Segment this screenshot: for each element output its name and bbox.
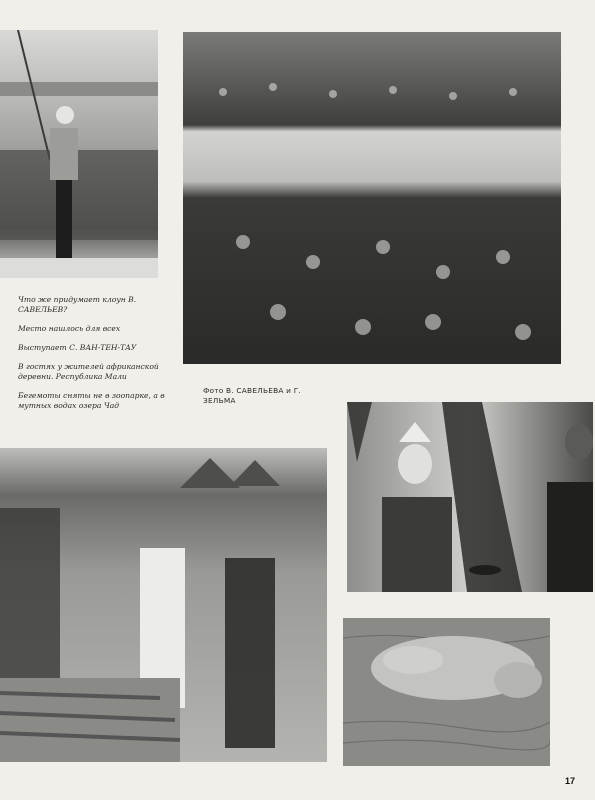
hippo-photo	[343, 618, 550, 766]
crowd-photo	[183, 32, 561, 364]
caption-performer: Выступает С. ВАН-ТЕН-ТАУ	[18, 343, 137, 352]
caption-village: В гостях у жителей африканской деревни. Республика Мали	[18, 362, 159, 381]
caption-hippo: Бегемоты сняты не в зоопарке, а в мутных водах озера Чад	[18, 391, 165, 410]
caption-clown: Что же придумает клоун В. САВЕЛЬЕВ?	[18, 295, 137, 314]
village-photo	[0, 448, 327, 762]
photo-captions	[18, 295, 176, 420]
performer-photo	[347, 402, 593, 592]
photo-credit: Фото В. САВЕЛЬЕВА и Г. ЗЕЛЬМА	[203, 386, 301, 405]
page-number: 17	[564, 776, 575, 786]
clown-photo	[0, 30, 158, 278]
caption-crowd: Место нашлось для всех	[18, 324, 121, 333]
